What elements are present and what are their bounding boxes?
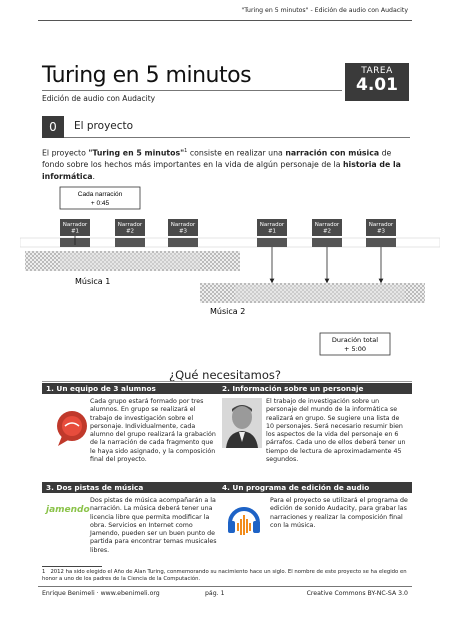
- intro-paragraph: [42, 146, 412, 182]
- narrator-tag: [115, 219, 145, 236]
- footnote-number: 1: [42, 569, 46, 575]
- footer-license: Creative Commons BY-NC-SA 3.0: [306, 590, 408, 597]
- footnote-ref[interactable]: 1: [184, 148, 188, 154]
- narrator-tag: [366, 219, 396, 236]
- footer-author[interactable]: Enrique Benimeli · www.ebenimeli.org: [42, 590, 160, 597]
- section-number: 0: [42, 116, 64, 138]
- music-1-label: Música 1: [75, 277, 111, 286]
- footnote-text: 2012 ha sido elegido el Año de Alan Turing, conmemorando su nacimiento hace un siglo. El nombre de este proyecto se ha elegido en honor a uno de los padres de la Ciencia de la Computación.: [42, 569, 407, 583]
- footer-rule: [38, 586, 412, 587]
- narrator-label: Narrador #1: [259, 222, 285, 235]
- intro-text-3: de fondo sobre los hechos más importantes en la vida de algún personaje de la: [42, 148, 392, 170]
- task-number: 4.01: [356, 75, 398, 95]
- title-rule: [42, 90, 342, 91]
- box-text: El trabajo de investigación sobre un personaje del mundo de la informática se realizará en grupo. Se sugiere una lista de 10 personajes. Será necesario resumir bien los aspectos de la vida del personaje en 6 párrafos. Cada uno de ellos deberá tener un tiempo de lectura de aproximadamente 45 segundos.: [266, 398, 406, 464]
- box-title: 4. Un programa de edición de audio: [218, 482, 412, 493]
- intro-text-4: .: [92, 171, 95, 181]
- footnote-rule: [42, 566, 102, 567]
- intro-text-2: consiste en realizar una: [187, 148, 286, 158]
- intro-bold-1: "Turing en 5 minutos": [88, 148, 185, 158]
- box-title: 3. Dos pistas de música: [42, 482, 218, 493]
- task-badge: [345, 63, 409, 101]
- narrator-label: Narrador #3: [170, 222, 196, 235]
- requirement-box-person: [218, 383, 412, 476]
- requirement-box-audio-editor: [218, 482, 412, 563]
- page-title: Turing en 5 minutos: [42, 63, 252, 88]
- narrator-label: Narrador #3: [368, 222, 394, 235]
- music-2-label: Música 2: [210, 307, 246, 316]
- requirements-rule: [42, 381, 412, 382]
- footer-page: pág. 1: [205, 590, 225, 597]
- narrator-tag: [312, 219, 342, 236]
- requirements-heading: ¿Qué necesitamos?: [168, 368, 281, 382]
- intro-text-1: El proyecto: [42, 148, 89, 158]
- narrator-label: Narrador #2: [314, 222, 340, 235]
- page-subtitle: Edición de audio con Audacity: [42, 94, 156, 103]
- portrait-image: [222, 398, 262, 448]
- narration-duration-value: + 0:45: [90, 200, 110, 207]
- timeline-diagram: [20, 183, 440, 363]
- total-duration-value: + 5:00: [343, 345, 367, 353]
- task-label: TAREA: [361, 66, 393, 76]
- narrator-tag: [168, 219, 198, 236]
- section-rule: [64, 137, 410, 138]
- narrator-label: Narrador #2: [117, 222, 143, 235]
- requirement-box-music: [42, 482, 218, 563]
- narration-duration-label: Cada narración: [77, 191, 123, 198]
- header-rule: [38, 20, 412, 21]
- section-title: El proyecto: [74, 120, 134, 132]
- box-title: 1. Un equipo de 3 alumnos: [42, 383, 218, 394]
- box-text: Cada grupo estará formado por tres alumnos. En grupo se realizará el trabajo de investigación sobre el personaje. Individualmente, cada alumno del grupo realizará la grabación de la narración de cada fragmento que le haya sido asignado, y la composición final del proyecto.: [90, 398, 216, 464]
- box-text: Para el proyecto se utilizará el programa de edición de sonido Audacity, para grabar las narraciones y realizar la composición final con la música.: [270, 497, 408, 529]
- intro-bold-3: historia de la informática: [42, 160, 401, 181]
- total-duration-label: Duración total: [331, 336, 379, 344]
- speech-bubble-icon: [52, 408, 92, 448]
- narrator-label: Narrador #1: [62, 222, 88, 235]
- music-text: Dos pistas de música acompañarán a la narración. La música deberá tener una licencia libre que permita modificar la obra. Servicios en Internet como Jamendo, pueden ser un buen punto de partida para encontrar temas musicales libres.: [90, 497, 217, 554]
- jamendo-logo: jamendo: [46, 505, 90, 515]
- narrator-tag: [257, 219, 287, 236]
- audacity-icon: [226, 501, 262, 537]
- running-header: "Turing en 5 minutos" - Edición de audio con Audacity: [241, 7, 408, 14]
- box-title: 2. Información sobre un personaje: [218, 383, 412, 394]
- requirement-box-team: [42, 383, 218, 476]
- box-text: [42, 497, 218, 555]
- intro-bold-2: narración con música: [285, 148, 380, 158]
- footnote: [42, 569, 412, 584]
